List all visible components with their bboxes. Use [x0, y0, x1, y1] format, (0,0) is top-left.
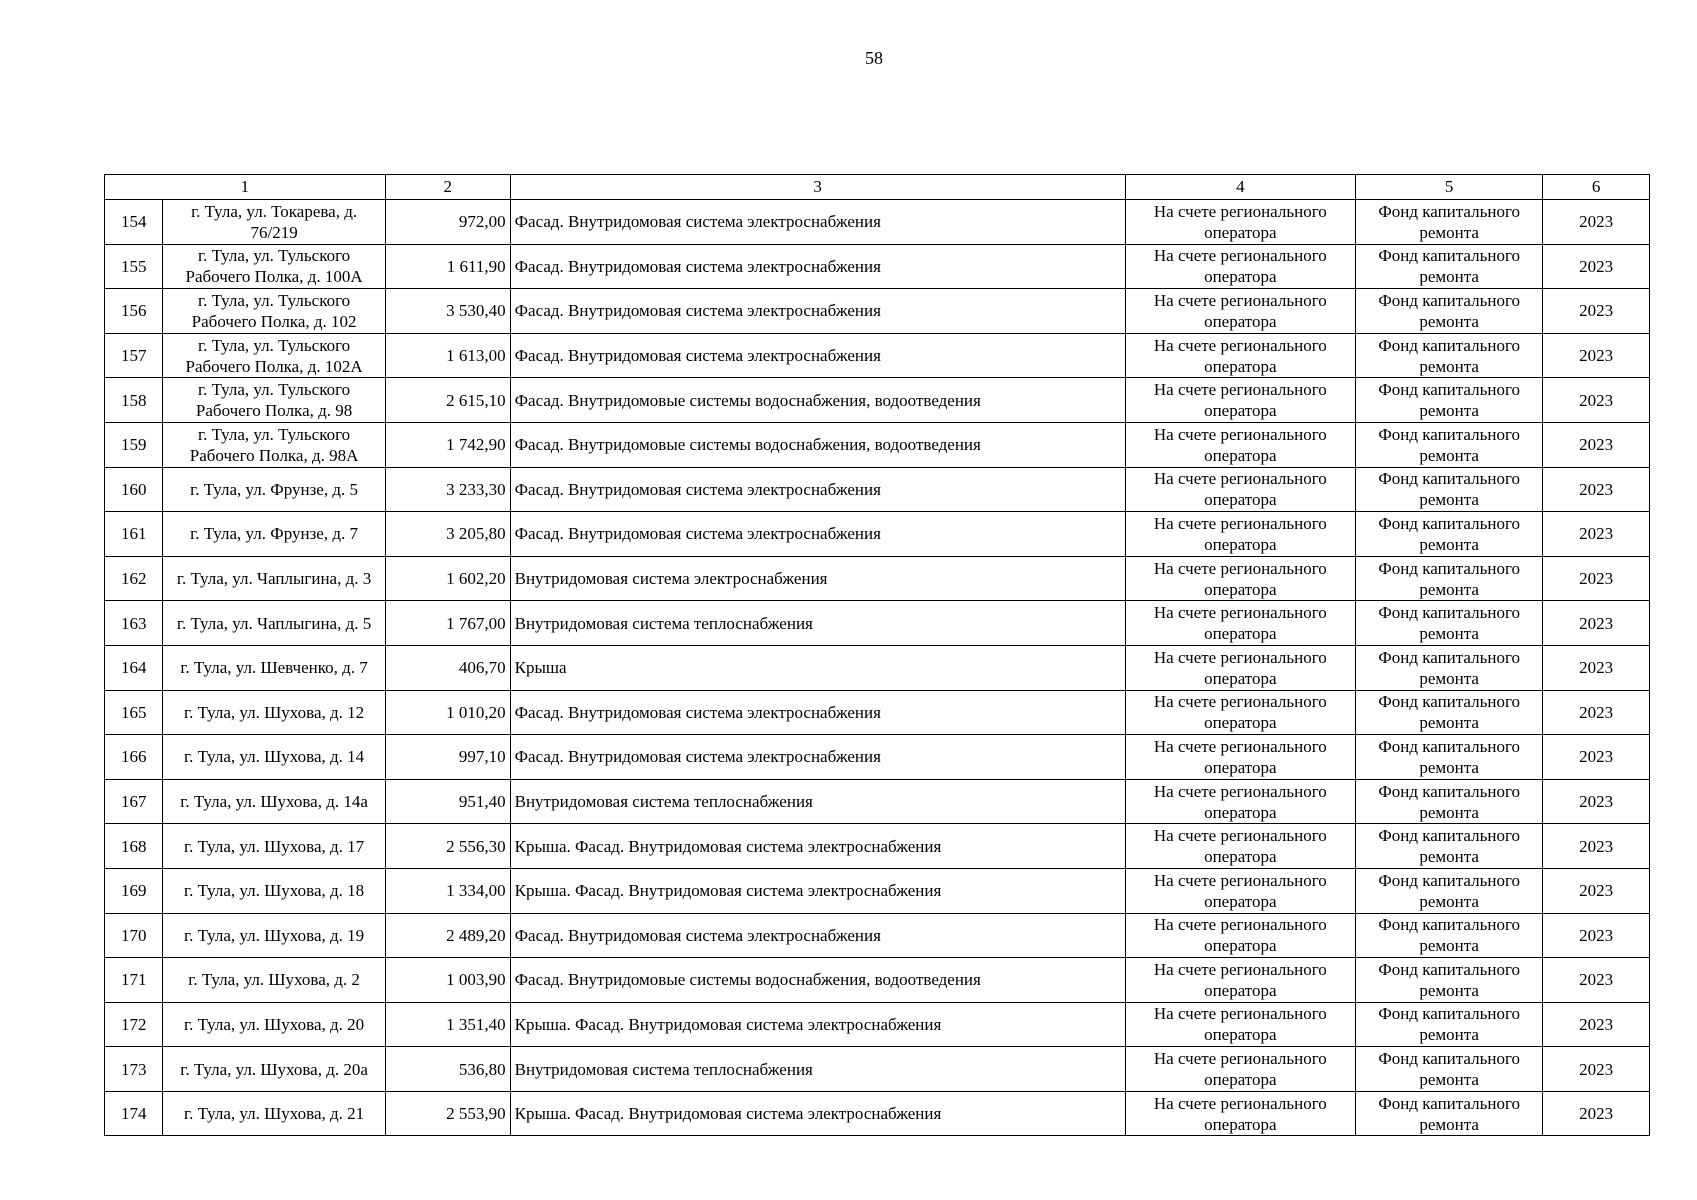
funding-source-cell: Фонд капитального ремонта — [1356, 645, 1543, 690]
area-cell: 1 351,40 — [385, 1002, 510, 1047]
funding-source-cell: Фонд капитального ремонта — [1356, 868, 1543, 913]
year-cell: 2023 — [1543, 467, 1650, 512]
work-type-cell: Фасад. Внутридомовые системы водоснабжения, водоотведения — [510, 422, 1125, 467]
account-cell: На счете регионального оператора — [1125, 690, 1355, 735]
area-cell: 1 613,00 — [385, 333, 510, 378]
account-cell: На счете регионального оператора — [1125, 824, 1355, 869]
account-cell: На счете регионального оператора — [1125, 913, 1355, 958]
area-cell: 1 767,00 — [385, 601, 510, 646]
account-cell: На счете регионального оператора — [1125, 512, 1355, 557]
column-header-6: 6 — [1543, 175, 1650, 200]
area-cell: 3 530,40 — [385, 289, 510, 334]
funding-source-cell: Фонд капитального ремонта — [1356, 913, 1543, 958]
table-row — [105, 779, 1650, 824]
address-cell: г. Тула, ул. Тульского Рабочего Полка, д. 102А — [163, 333, 385, 378]
address-cell: г. Тула, ул. Токарева, д. 76/219 — [163, 200, 385, 245]
row-number: 163 — [105, 601, 163, 646]
work-type-cell: Внутридомовая система теплоснабжения — [510, 779, 1125, 824]
funding-source-cell: Фонд капитального ремонта — [1356, 289, 1543, 334]
table-row — [105, 1091, 1650, 1136]
funding-source-cell: Фонд капитального ремонта — [1356, 601, 1543, 646]
funding-source-cell: Фонд капитального ремонта — [1356, 467, 1543, 512]
table-row — [105, 824, 1650, 869]
account-cell: На счете регионального оператора — [1125, 1091, 1355, 1136]
area-cell: 2 489,20 — [385, 913, 510, 958]
column-header-5: 5 — [1356, 175, 1543, 200]
column-header-4: 4 — [1125, 175, 1355, 200]
row-number: 170 — [105, 913, 163, 958]
row-number: 154 — [105, 200, 163, 245]
row-number: 162 — [105, 556, 163, 601]
address-cell: г. Тула, ул. Шевченко, д. 7 — [163, 645, 385, 690]
year-cell: 2023 — [1543, 645, 1650, 690]
table-row — [105, 289, 1650, 334]
row-number: 167 — [105, 779, 163, 824]
table-row — [105, 913, 1650, 958]
row-number: 173 — [105, 1047, 163, 1092]
year-cell: 2023 — [1543, 333, 1650, 378]
table-row — [105, 1047, 1650, 1092]
year-cell: 2023 — [1543, 422, 1650, 467]
account-cell: На счете регионального оператора — [1125, 1047, 1355, 1092]
account-cell: На счете регионального оператора — [1125, 244, 1355, 289]
work-type-cell: Фасад. Внутридомовые системы водоснабжения, водоотведения — [510, 378, 1125, 423]
year-cell: 2023 — [1543, 690, 1650, 735]
year-cell: 2023 — [1543, 958, 1650, 1003]
work-type-cell: Фасад. Внутридомовая система электроснабжения — [510, 289, 1125, 334]
work-type-cell: Фасад. Внутридомовая система электроснабжения — [510, 735, 1125, 780]
work-type-cell: Внутридомовая система электроснабжения — [510, 556, 1125, 601]
area-cell: 951,40 — [385, 779, 510, 824]
row-number: 161 — [105, 512, 163, 557]
account-cell: На счете регионального оператора — [1125, 868, 1355, 913]
row-number: 164 — [105, 645, 163, 690]
area-cell: 997,10 — [385, 735, 510, 780]
year-cell: 2023 — [1543, 200, 1650, 245]
address-cell: г. Тула, ул. Шухова, д. 20 — [163, 1002, 385, 1047]
address-cell: г. Тула, ул. Шухова, д. 20а — [163, 1047, 385, 1092]
row-number: 157 — [105, 333, 163, 378]
area-cell: 972,00 — [385, 200, 510, 245]
account-cell: На счете регионального оператора — [1125, 735, 1355, 780]
row-number: 169 — [105, 868, 163, 913]
address-cell: г. Тула, ул. Шухова, д. 17 — [163, 824, 385, 869]
work-type-cell: Крыша. Фасад. Внутридомовая система электроснабжения — [510, 868, 1125, 913]
address-cell: г. Тула, ул. Шухова, д. 19 — [163, 913, 385, 958]
table-row — [105, 422, 1650, 467]
area-cell: 536,80 — [385, 1047, 510, 1092]
register-table-wrapper — [104, 174, 1650, 1136]
area-cell: 2 553,90 — [385, 1091, 510, 1136]
year-cell: 2023 — [1543, 824, 1650, 869]
funding-source-cell: Фонд капитального ремонта — [1356, 779, 1543, 824]
funding-source-cell: Фонд капитального ремонта — [1356, 422, 1543, 467]
year-cell: 2023 — [1543, 601, 1650, 646]
work-type-cell: Фасад. Внутридомовая система электроснабжения — [510, 467, 1125, 512]
address-cell: г. Тула, ул. Шухова, д. 12 — [163, 690, 385, 735]
address-cell: г. Тула, ул. Тульского Рабочего Полка, д. 102 — [163, 289, 385, 334]
funding-source-cell: Фонд капитального ремонта — [1356, 200, 1543, 245]
work-type-cell: Фасад. Внутридомовая система электроснабжения — [510, 244, 1125, 289]
row-number: 155 — [105, 244, 163, 289]
account-cell: На счете регионального оператора — [1125, 200, 1355, 245]
account-cell: На счете регионального оператора — [1125, 333, 1355, 378]
account-cell: На счете регионального оператора — [1125, 422, 1355, 467]
address-cell: г. Тула, ул. Шухова, д. 14а — [163, 779, 385, 824]
funding-source-cell: Фонд капитального ремонта — [1356, 333, 1543, 378]
year-cell: 2023 — [1543, 556, 1650, 601]
account-cell: На счете регионального оператора — [1125, 601, 1355, 646]
work-type-cell: Фасад. Внутридомовые системы водоснабжения, водоотведения — [510, 958, 1125, 1003]
area-cell: 1 611,90 — [385, 244, 510, 289]
account-cell: На счете регионального оператора — [1125, 289, 1355, 334]
table-row — [105, 244, 1650, 289]
area-cell: 1 010,20 — [385, 690, 510, 735]
year-cell: 2023 — [1543, 735, 1650, 780]
year-cell: 2023 — [1543, 378, 1650, 423]
area-cell: 3 205,80 — [385, 512, 510, 557]
address-cell: г. Тула, ул. Чаплыгина, д. 5 — [163, 601, 385, 646]
account-cell: На счете регионального оператора — [1125, 378, 1355, 423]
funding-source-cell: Фонд капитального ремонта — [1356, 512, 1543, 557]
table-row — [105, 645, 1650, 690]
funding-source-cell: Фонд капитального ремонта — [1356, 556, 1543, 601]
work-type-cell: Фасад. Внутридомовая система электроснабжения — [510, 913, 1125, 958]
funding-source-cell: Фонд капитального ремонта — [1356, 735, 1543, 780]
funding-source-cell: Фонд капитального ремонта — [1356, 690, 1543, 735]
funding-source-cell: Фонд капитального ремонта — [1356, 244, 1543, 289]
table-row — [105, 467, 1650, 512]
work-type-cell: Внутридомовая система теплоснабжения — [510, 1047, 1125, 1092]
work-type-cell: Фасад. Внутридомовая система электроснабжения — [510, 333, 1125, 378]
work-type-cell: Крыша. Фасад. Внутридомовая система электроснабжения — [510, 824, 1125, 869]
table-row — [105, 958, 1650, 1003]
column-header-2: 2 — [385, 175, 510, 200]
account-cell: На счете регионального оператора — [1125, 645, 1355, 690]
address-cell: г. Тула, ул. Тульского Рабочего Полка, д. 98 — [163, 378, 385, 423]
table-row — [105, 378, 1650, 423]
area-cell: 1 334,00 — [385, 868, 510, 913]
area-cell: 1 742,90 — [385, 422, 510, 467]
funding-source-cell: Фонд капитального ремонта — [1356, 1091, 1543, 1136]
address-cell: г. Тула, ул. Шухова, д. 18 — [163, 868, 385, 913]
year-cell: 2023 — [1543, 289, 1650, 334]
funding-source-cell: Фонд капитального ремонта — [1356, 1002, 1543, 1047]
account-cell: На счете регионального оператора — [1125, 467, 1355, 512]
register-table — [104, 174, 1650, 1136]
row-number: 159 — [105, 422, 163, 467]
year-cell: 2023 — [1543, 512, 1650, 557]
address-cell: г. Тула, ул. Фрунзе, д. 7 — [163, 512, 385, 557]
work-type-cell: Крыша. Фасад. Внутридомовая система электроснабжения — [510, 1091, 1125, 1136]
work-type-cell: Фасад. Внутридомовая система электроснабжения — [510, 200, 1125, 245]
table-row — [105, 601, 1650, 646]
funding-source-cell: Фонд капитального ремонта — [1356, 958, 1543, 1003]
account-cell: На счете регионального оператора — [1125, 779, 1355, 824]
account-cell: На счете регионального оператора — [1125, 1002, 1355, 1047]
row-number: 168 — [105, 824, 163, 869]
area-cell: 2 556,30 — [385, 824, 510, 869]
column-number-row — [105, 175, 1650, 200]
account-cell: На счете регионального оператора — [1125, 556, 1355, 601]
row-number: 174 — [105, 1091, 163, 1136]
year-cell: 2023 — [1543, 1047, 1650, 1092]
work-type-cell: Фасад. Внутридомовая система электроснабжения — [510, 512, 1125, 557]
area-cell: 1 003,90 — [385, 958, 510, 1003]
address-cell: г. Тула, ул. Шухова, д. 21 — [163, 1091, 385, 1136]
address-cell: г. Тула, ул. Шухова, д. 14 — [163, 735, 385, 780]
address-cell: г. Тула, ул. Чаплыгина, д. 3 — [163, 556, 385, 601]
column-header-1: 1 — [105, 175, 386, 200]
row-number: 160 — [105, 467, 163, 512]
area-cell: 2 615,10 — [385, 378, 510, 423]
area-cell: 1 602,20 — [385, 556, 510, 601]
row-number: 156 — [105, 289, 163, 334]
year-cell: 2023 — [1543, 1002, 1650, 1047]
table-row — [105, 200, 1650, 245]
table-row — [105, 512, 1650, 557]
row-number: 158 — [105, 378, 163, 423]
work-type-cell: Внутридомовая система теплоснабжения — [510, 601, 1125, 646]
area-cell: 3 233,30 — [385, 467, 510, 512]
table-row — [105, 1002, 1650, 1047]
row-number: 171 — [105, 958, 163, 1003]
table-row — [105, 333, 1650, 378]
work-type-cell: Фасад. Внутридомовая система электроснабжения — [510, 690, 1125, 735]
year-cell: 2023 — [1543, 779, 1650, 824]
funding-source-cell: Фонд капитального ремонта — [1356, 378, 1543, 423]
work-type-cell: Крыша — [510, 645, 1125, 690]
year-cell: 2023 — [1543, 1091, 1650, 1136]
address-cell: г. Тула, ул. Шухова, д. 2 — [163, 958, 385, 1003]
row-number: 172 — [105, 1002, 163, 1047]
funding-source-cell: Фонд капитального ремонта — [1356, 824, 1543, 869]
page-number: 58 — [865, 48, 883, 68]
account-cell: На счете регионального оператора — [1125, 958, 1355, 1003]
year-cell: 2023 — [1543, 913, 1650, 958]
work-type-cell: Крыша. Фасад. Внутридомовая система электроснабжения — [510, 1002, 1125, 1047]
table-row — [105, 868, 1650, 913]
table-row — [105, 690, 1650, 735]
row-number: 166 — [105, 735, 163, 780]
column-header-3: 3 — [510, 175, 1125, 200]
address-cell: г. Тула, ул. Тульского Рабочего Полка, д. 98А — [163, 422, 385, 467]
address-cell: г. Тула, ул. Тульского Рабочего Полка, д. 100А — [163, 244, 385, 289]
table-row — [105, 556, 1650, 601]
year-cell: 2023 — [1543, 244, 1650, 289]
address-cell: г. Тула, ул. Фрунзе, д. 5 — [163, 467, 385, 512]
funding-source-cell: Фонд капитального ремонта — [1356, 1047, 1543, 1092]
row-number: 165 — [105, 690, 163, 735]
table-row — [105, 735, 1650, 780]
area-cell: 406,70 — [385, 645, 510, 690]
year-cell: 2023 — [1543, 868, 1650, 913]
